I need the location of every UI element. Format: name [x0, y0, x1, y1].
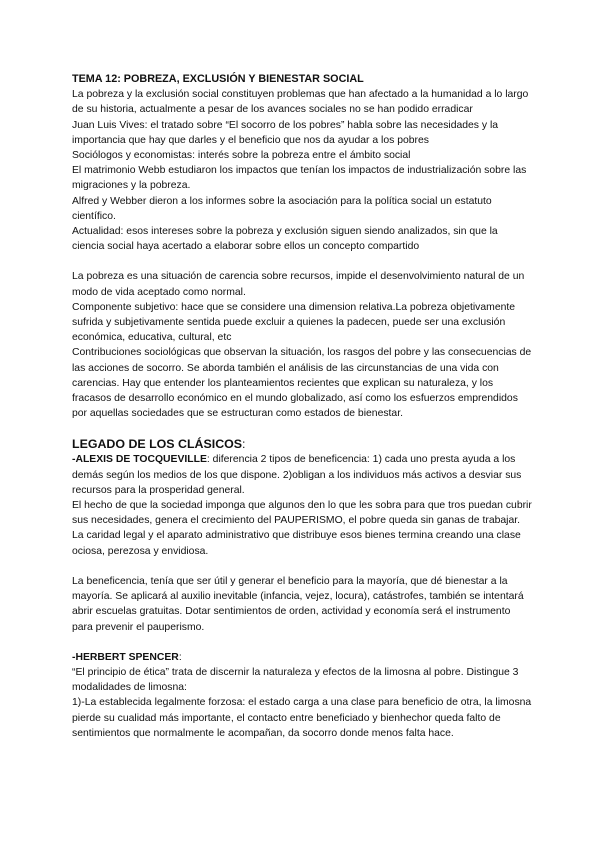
- intro-paragraph-1: La pobreza y la exclusión social constituyen problemas que han afectado a la humanidad a lo largo de su historia, actualmente a pesar de los avances sociales no se han podido erradicar: [72, 89, 529, 116]
- section-heading-text: LEGADO DE LOS CLÁSICOS: [72, 437, 243, 452]
- spacer: [72, 635, 532, 650]
- spacer: [72, 421, 532, 436]
- intro-paragraph-6: Actualidad: esos intereses sobre la pobreza y exclusión siguen siendo analizados, sin que la ciencia social haya acertado a elaborar sobre ellos un concepto compartido: [72, 226, 498, 253]
- tocqueville-paragraph-1: [72, 452, 532, 498]
- tocqueville-paragraph-3: La beneficencia, tenía que ser útil y generar el beneficio para la mayoría, que dé bienestar a la mayoría. Se aplicará al auxilio inevitable (infancia, vejez, locura), catástrofes, también se intentará abrir escuelas gratuitas. Dotar sentimientos de orden, actividad y economía será el instrumento para prevenir el pauperismo.: [72, 575, 524, 633]
- tocqueville-lead: : diferencia 2 tipos de beneficencia: 1) cada uno presta ayuda a los demás según los medios de los que dispone. 2)obligan a los individuos más activos a desviar sus recursos para la prosperidad general.: [72, 454, 522, 496]
- spencer-heading: [72, 650, 532, 665]
- section-heading: [72, 436, 532, 452]
- spencer-paragraph-1: “El principio de ética” trata de discernir la naturaleza y efectos de la limosna al pobre. Distingue 3 modalidades de limosna:: [72, 666, 519, 694]
- definition-paragraph-2: Componente subjetivo: hace que se considere una dimension relativa.La pobreza objetivamente sufrida y subjetivamente sentida puede excluir a quienes la padecen, puede ser una exclusión económica, educativa, cultural, etc: [72, 301, 516, 344]
- intro-paragraph-2: Juan Luis Vives: el tratado sobre “El socorro de los pobres” habla sobre las necesidades y la importancia que hay que darles y el beneficio que nos da ayudar a los pobres: [72, 119, 499, 146]
- tocqueville-paragraph-2: El hecho de que la sociedad imponga que algunos den lo que les sobra para que tros puedan cubrir sus necesidades, genera el crecimiento del PAUPERISMO, el pobre queda sin ganas de trabajar. La caridad legal y el aparato administrativo que distribuye esos bienes termina creando una clase ociosa, perezosa y envidiosa.: [72, 500, 532, 557]
- document-page: [72, 72, 532, 741]
- section-heading-colon: :: [242, 437, 246, 452]
- definition-paragraph-3: Contribuciones sociológicas que observan la situación, los rasgos del pobre y las consecuencias de las acciones de socorro. Se aborda también el análisis de las circunstancias de una vida con carencias. Hay que entender los planteamientos recientes que explican su naturaleza, y los fracasos de desarrollo económico en el mundo globalizado, así como los esfuerzos emprendidos por aquellas sociedades que se estructuran como estados de bienestar.: [72, 347, 532, 420]
- spencer-colon: :: [178, 651, 182, 663]
- intro-paragraph-4: El matrimonio Webb estudiaron los impactos que tenían los impactos de industrialización sobre las migraciones y la pobreza.: [72, 165, 527, 192]
- spacer: [72, 559, 532, 574]
- definition-paragraph-1: La pobreza es una situación de carencia sobre recursos, impide el desenvolvimiento natural de un modo de vida aceptado como normal.: [72, 271, 525, 298]
- spacer: [72, 254, 532, 269]
- tocqueville-name: -ALEXIS DE TOCQUEVILLE: [72, 454, 207, 466]
- intro-paragraph-3: Sociólogos y economistas: interés sobre la pobreza entre el ámbito social: [72, 150, 411, 162]
- spencer-name: -HERBERT SPENCER: [72, 651, 179, 663]
- page-title: TEMA 12: POBREZA, EXCLUSIÓN Y BIENESTAR SOCIAL: [72, 73, 364, 85]
- intro-paragraph-5: Alfred y Webber dieron a los informes sobre la asociación para la política social un estatuto científico.: [72, 195, 492, 222]
- spencer-paragraph-2: 1)-La establecida legalmente forzosa: el estado carga a una clase para beneficio de otra, la limosna pierde su cualidad más importante, el contacto entre beneficiado y bienhechor queda falto de sentimientos que normalmente le acompañan, da socorro donde menos falta hace.: [72, 697, 532, 739]
